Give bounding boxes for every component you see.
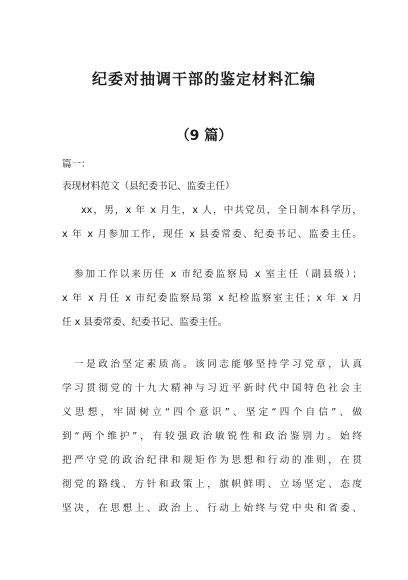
document-subtitle: （9 篇） bbox=[175, 128, 233, 144]
paragraph-line: 彻党的路线、方针和政策上，旗帜鲜明、立场坚定、态度 bbox=[62, 479, 362, 490]
paragraph-line: x 年 x 月参加工作，现任 x 县委常委、纪委书记、监委主任。 bbox=[62, 229, 362, 240]
paragraph-line: 任 x 县委常委、纪委书记、监委主任。 bbox=[62, 317, 228, 328]
paragraph-line: 学习贯彻党的十九大精神与习近平新时代中国特色社会主 bbox=[62, 383, 362, 394]
paragraph-line: 一是政治坚定素质高。该同志能够坚持学习党章，认真 bbox=[74, 359, 362, 370]
section-heading: 篇一： bbox=[62, 159, 91, 170]
paragraph-line: 义思想，牢固树立“四个意识”、坚定“四个自信”、做 bbox=[62, 407, 362, 418]
document-title: 纪委对抽调干部的鉴定材料汇编 bbox=[91, 70, 316, 88]
paragraph-line: x 年 x 月任 x 市纪委监察局第 x 纪检监察室主任；x 年 x 月 bbox=[62, 293, 362, 304]
paragraph-line: 把严守党的政治纪律和规矩作为思想和行动的准则，在贯 bbox=[62, 455, 362, 466]
paragraph-line: 到“两个维护”，有较强政治敏锐性和政治鉴别力。始终 bbox=[62, 431, 362, 442]
paragraph-line: xx，男，x 年 x 月生，x 人，中共党员，全日制本科学历， bbox=[81, 205, 362, 216]
paragraph-line: 坚决，在思想上、政治上、行动上始终与党中央和省委、 bbox=[62, 503, 362, 514]
paragraph-line: 参加工作以来历任 x 市纪委监察局 x 室主任（副县级）； bbox=[74, 269, 362, 280]
example-heading: 表现材料范文（县纪委书记、监委主任） bbox=[62, 181, 235, 192]
